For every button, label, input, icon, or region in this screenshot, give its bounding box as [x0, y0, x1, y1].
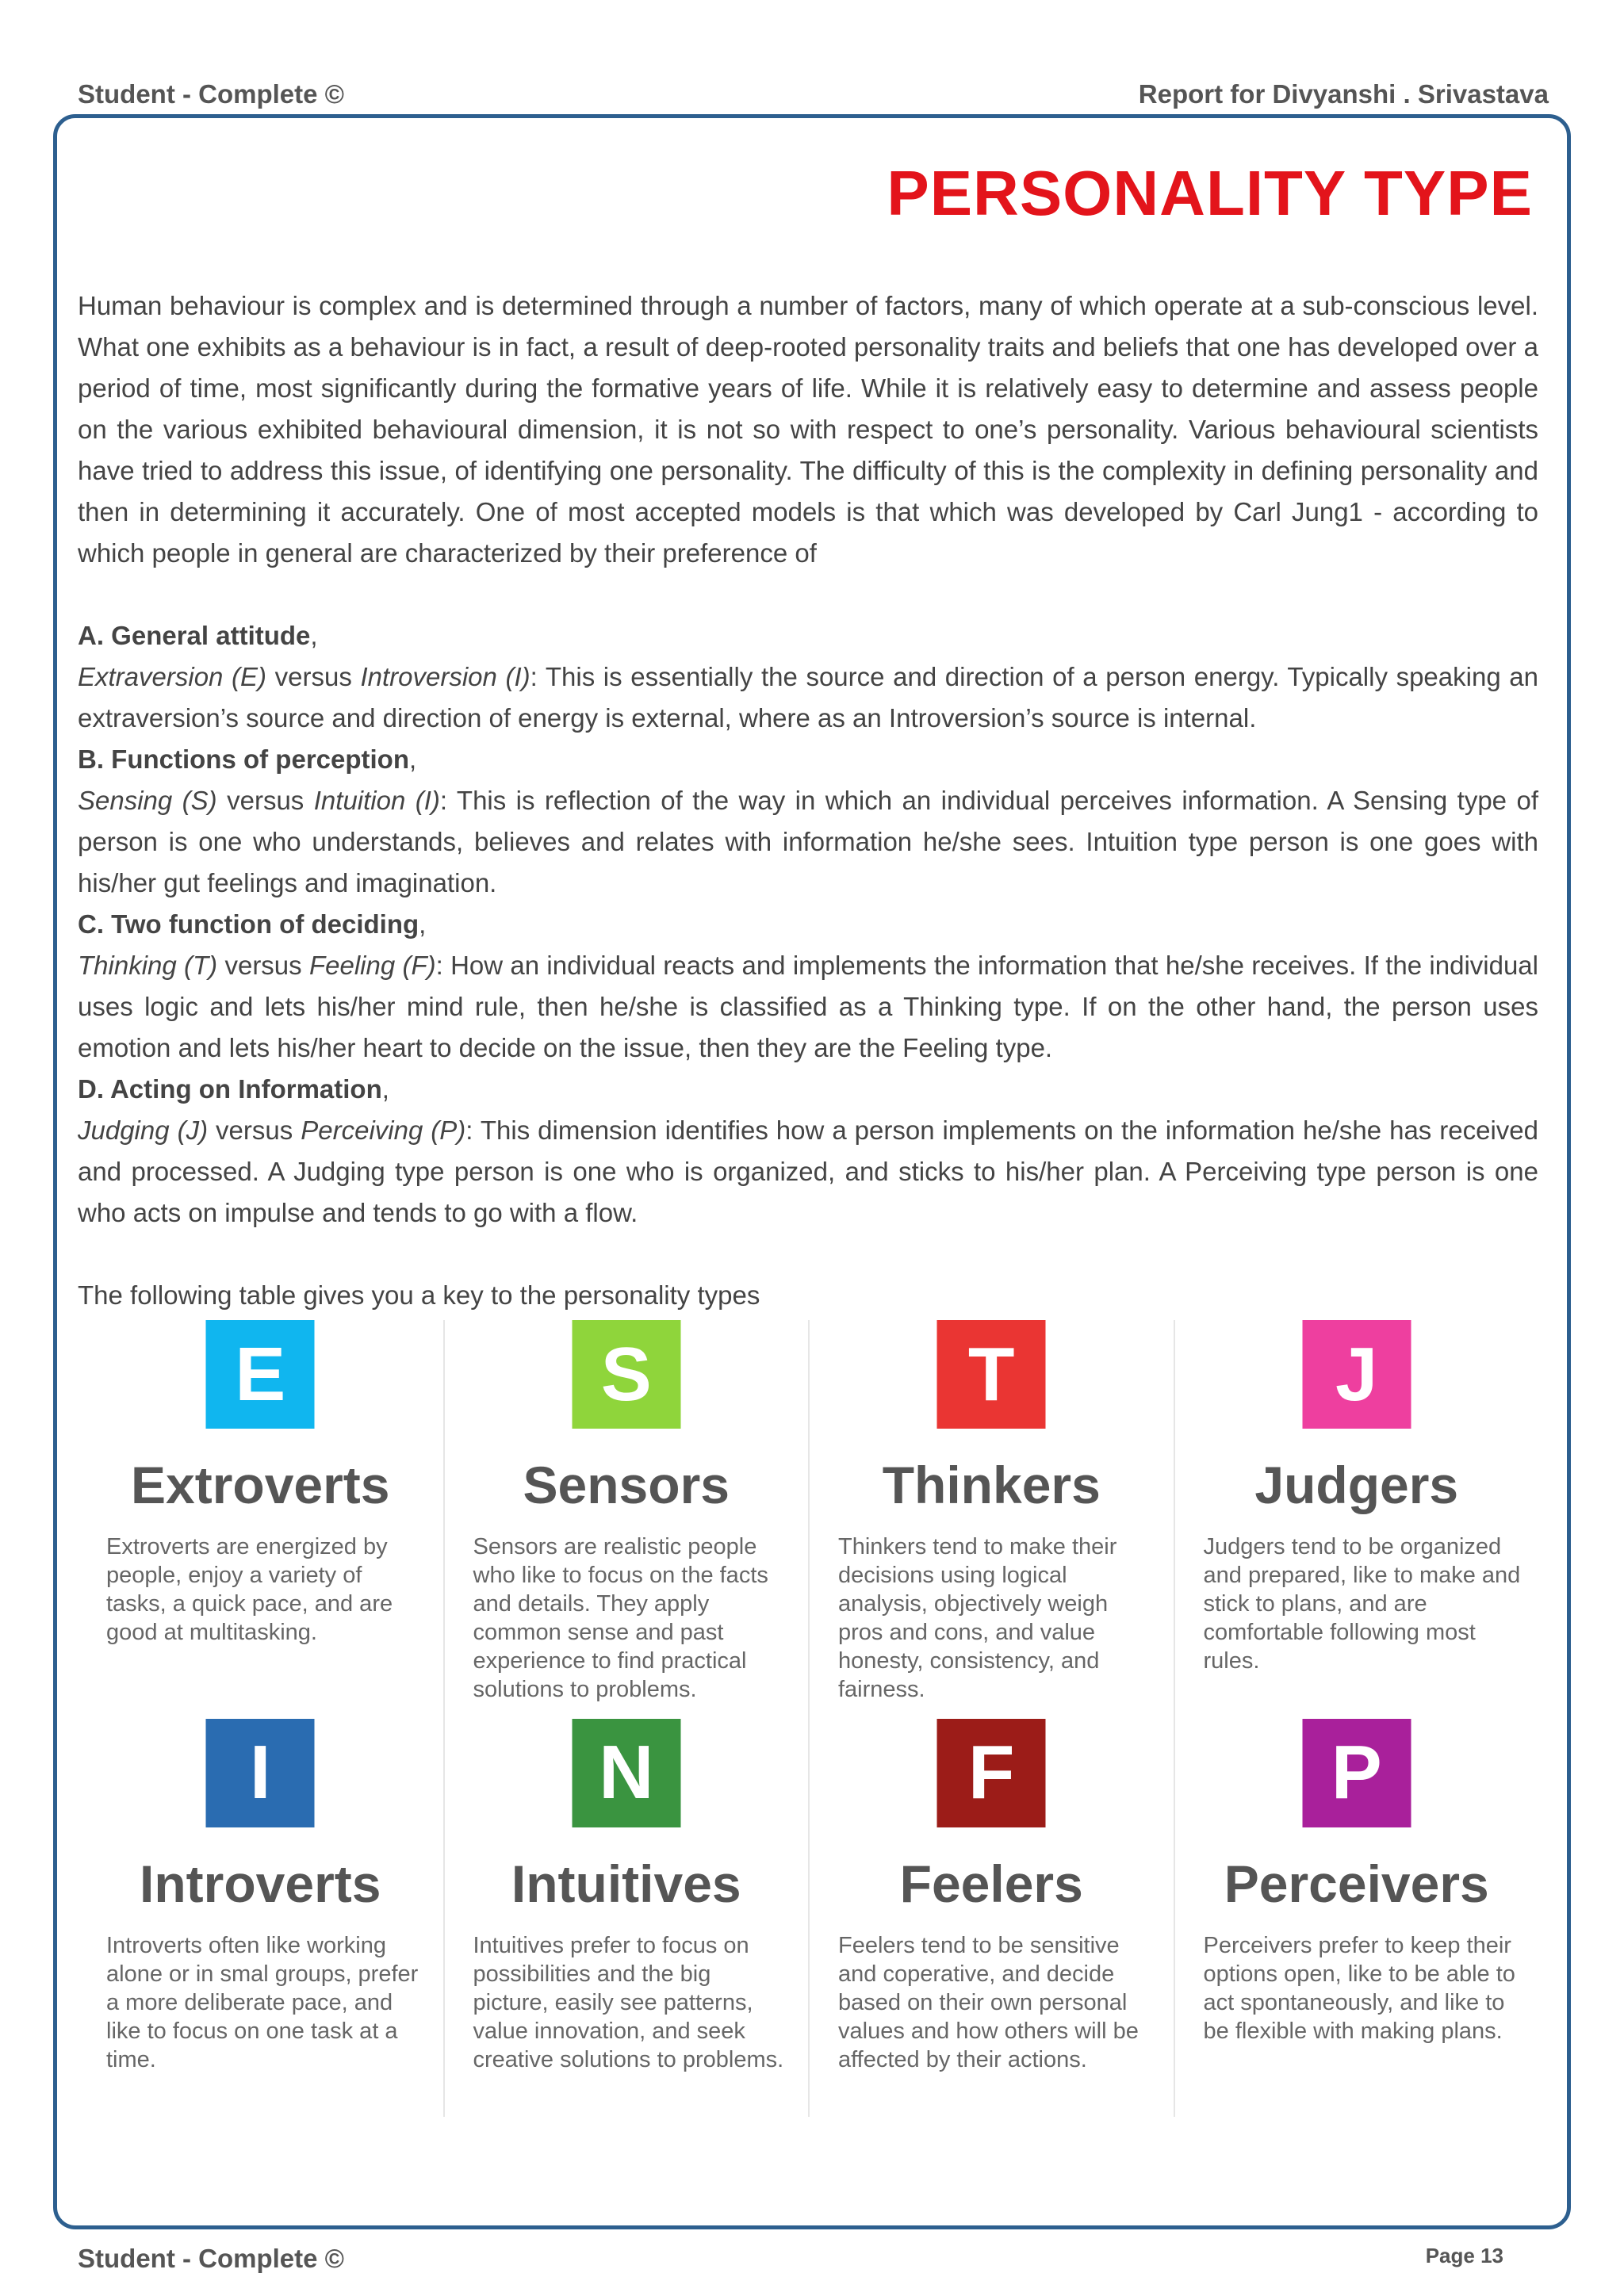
section-title: C. Two function of deciding — [78, 909, 419, 939]
page-number: Page 13 — [1425, 2244, 1503, 2267]
header-report-name: Report for Divyanshi . Srivastava — [1138, 79, 1549, 109]
type-name: Perceivers — [1224, 1854, 1489, 1913]
type-name: Feelers — [899, 1854, 1083, 1913]
section-term: Perceiving (P) — [301, 1115, 466, 1145]
section-term: Sensing (S) — [78, 786, 217, 815]
type-card-e — [78, 1320, 443, 1719]
type-name: Introverts — [140, 1854, 381, 1913]
type-description: Thinkers tend to make their decisions using logical analysis, objectively weigh pros and cons, and value honesty, consistency, and fairness. — [838, 1534, 1117, 1702]
section-term: Feeling (F) — [308, 951, 436, 980]
type-description: Judgers tend to be organized and prepared, like to make and stick to plans, and are comfortable following most rules. — [1203, 1534, 1521, 1674]
letter-badge: S — [572, 1320, 680, 1429]
letter-badge: F — [937, 1719, 1046, 1827]
section-term: Judging (J) — [78, 1115, 209, 1145]
section-term: Thinking (T) — [78, 951, 218, 980]
section-text: : This is essentially the source and direction of a person energy. Typically speaking an extraversion’s source and direction of energy is external, where as an Introversion’s source is internal. — [78, 662, 1538, 733]
type-card-f — [808, 1719, 1174, 2118]
type-card-i — [78, 1719, 443, 2118]
intro-paragraph: Human behaviour is complex and is determined through a number of factors, many of which operate at a sub-conscious level. What one exhibits as a behaviour is in fact, a result of deep-rooted personality traits and beliefs that one has developed over a period of time, most significantly during the formative years of life. While it is relatively easy to determine and assess people on the various exhibited behavioural dimension, it is not so with respect to one’s personality. Various behavioural scientists have tried to address this issue, of identifying one personality. The difficulty of this is the complexity in defining personality and then in determining it accurately. One of most accepted models is that which was developed by Carl Jung1 - according to which people in general are characterized by their preference of — [78, 291, 1538, 568]
type-card-p — [1174, 1719, 1539, 2118]
section-title: D. Acting on Information — [78, 1074, 382, 1104]
table-intro: The following table gives you a key to the personality types — [78, 1280, 760, 1310]
type-card-j — [1174, 1320, 1539, 1719]
body-text — [78, 285, 1538, 1316]
section-a: A. General attitude, Extraversion (E) versus Introversion (I): This is essentially the source and direction of a person energy. Typically speaking an extraversion’s source and direction of energy is external, where as an Introversion’s source is internal. — [78, 621, 1538, 733]
section-term: Intuition (I) — [313, 786, 440, 815]
page-title: PERSONALITY TYPE — [887, 158, 1533, 228]
section-term: Introversion (I) — [360, 662, 530, 691]
type-card-n — [443, 1719, 809, 2118]
type-description: Intuitives prefer to focus on possibilities and the big picture, easily see patterns, value innovation, and seek creative solutions to problems. — [473, 1932, 784, 2072]
type-name: Judgers — [1254, 1456, 1459, 1514]
letter-badge: E — [206, 1320, 315, 1429]
section-text: : How an individual reacts and implements the information that he/she receives. If the individual uses logic and lets his/her mind rule, then he/she is classified as a Thinking type. If on the other hand, the person uses emotion and lets his/her heart to decide on the issue, then they are the Feeling type. — [78, 951, 1538, 1062]
type-card-s — [443, 1320, 809, 1719]
type-description: Introverts often like working alone or in smal groups, prefer a more deliberate pace, and like to focus on one task at a time. — [106, 1932, 419, 2072]
letter-badge: J — [1302, 1320, 1411, 1429]
type-description: Perceivers prefer to keep their options open, like to be able to act spontaneously, and like to be flexible with making plans. — [1203, 1932, 1515, 2044]
type-card-t — [808, 1320, 1174, 1719]
type-description: Sensors are realistic people who like to focus on the facts and details. They apply common sense and past experience to find practical solutions to problems. — [473, 1534, 768, 1702]
letter-badge: T — [937, 1320, 1046, 1429]
section-c: C. Two function of deciding, Thinking (T) versus Feeling (F): How an individual reacts and implements the information that he/she receives. If the individual uses logic and lets his/her mind rule, then he/she is classified as a Thinking type. If on the other hand, the person uses emotion and lets his/her heart to decide on the issue, then they are the Feeling type. — [78, 909, 1538, 1062]
type-description: Feelers tend to be sensitive and coperative, and decide based on their own personal values and how others will be affected by their actions. — [838, 1932, 1139, 2072]
section-text: : This dimension identifies how a person implements on the information he/she has received and processed. A Judging type person is one who is organized, and sticks to his/her plan. A Perceiving type person is one who acts on impulse and tends to go with a flow. — [78, 1115, 1539, 1227]
section-title: B. Functions of perception — [78, 744, 409, 774]
section-b: B. Functions of perception, Sensing (S) versus Intuition (I): This is reflection of the way in which an individual perceives information. A Sensing type of person is one who understands, believes and relates with information he/she sees. Intuition type person is one goes with his/her gut feelings and imagination. — [78, 744, 1538, 897]
header-left: Student - Complete © — [78, 79, 344, 109]
personality-key-grid — [78, 1320, 1538, 2117]
section-title: A. General attitude — [78, 621, 311, 650]
type-name: Sensors — [523, 1456, 730, 1514]
type-name: Intuitives — [511, 1854, 741, 1913]
letter-badge: N — [572, 1719, 680, 1827]
type-name: Extroverts — [131, 1456, 390, 1514]
letter-badge: P — [1302, 1719, 1411, 1827]
type-description: Extroverts are energized by people, enjoy a variety of tasks, a quick pace, and are good at multitasking. — [106, 1534, 393, 1645]
section-text: : This is reflection of the way in which an individual perceives information. A Sensing type of person is one who understands, believes and relates with information he/she sees. Intuition type person is one goes with his/her gut feelings and imagination. — [78, 786, 1538, 897]
type-name: Thinkers — [882, 1456, 1101, 1514]
section-d: D. Acting on Information, Judging (J) versus Perceiving (P): This dimension identifies how a person implements on the information he/she has received and processed. A Judging type person is one who is organized, and sticks to his/her plan. A Perceiving type person is one who acts on impulse and tends to go with a flow. — [78, 1074, 1539, 1227]
letter-badge: I — [206, 1719, 315, 1827]
section-term: Extraversion (E) — [78, 662, 267, 691]
footer-left: Student - Complete © — [78, 2244, 344, 2273]
